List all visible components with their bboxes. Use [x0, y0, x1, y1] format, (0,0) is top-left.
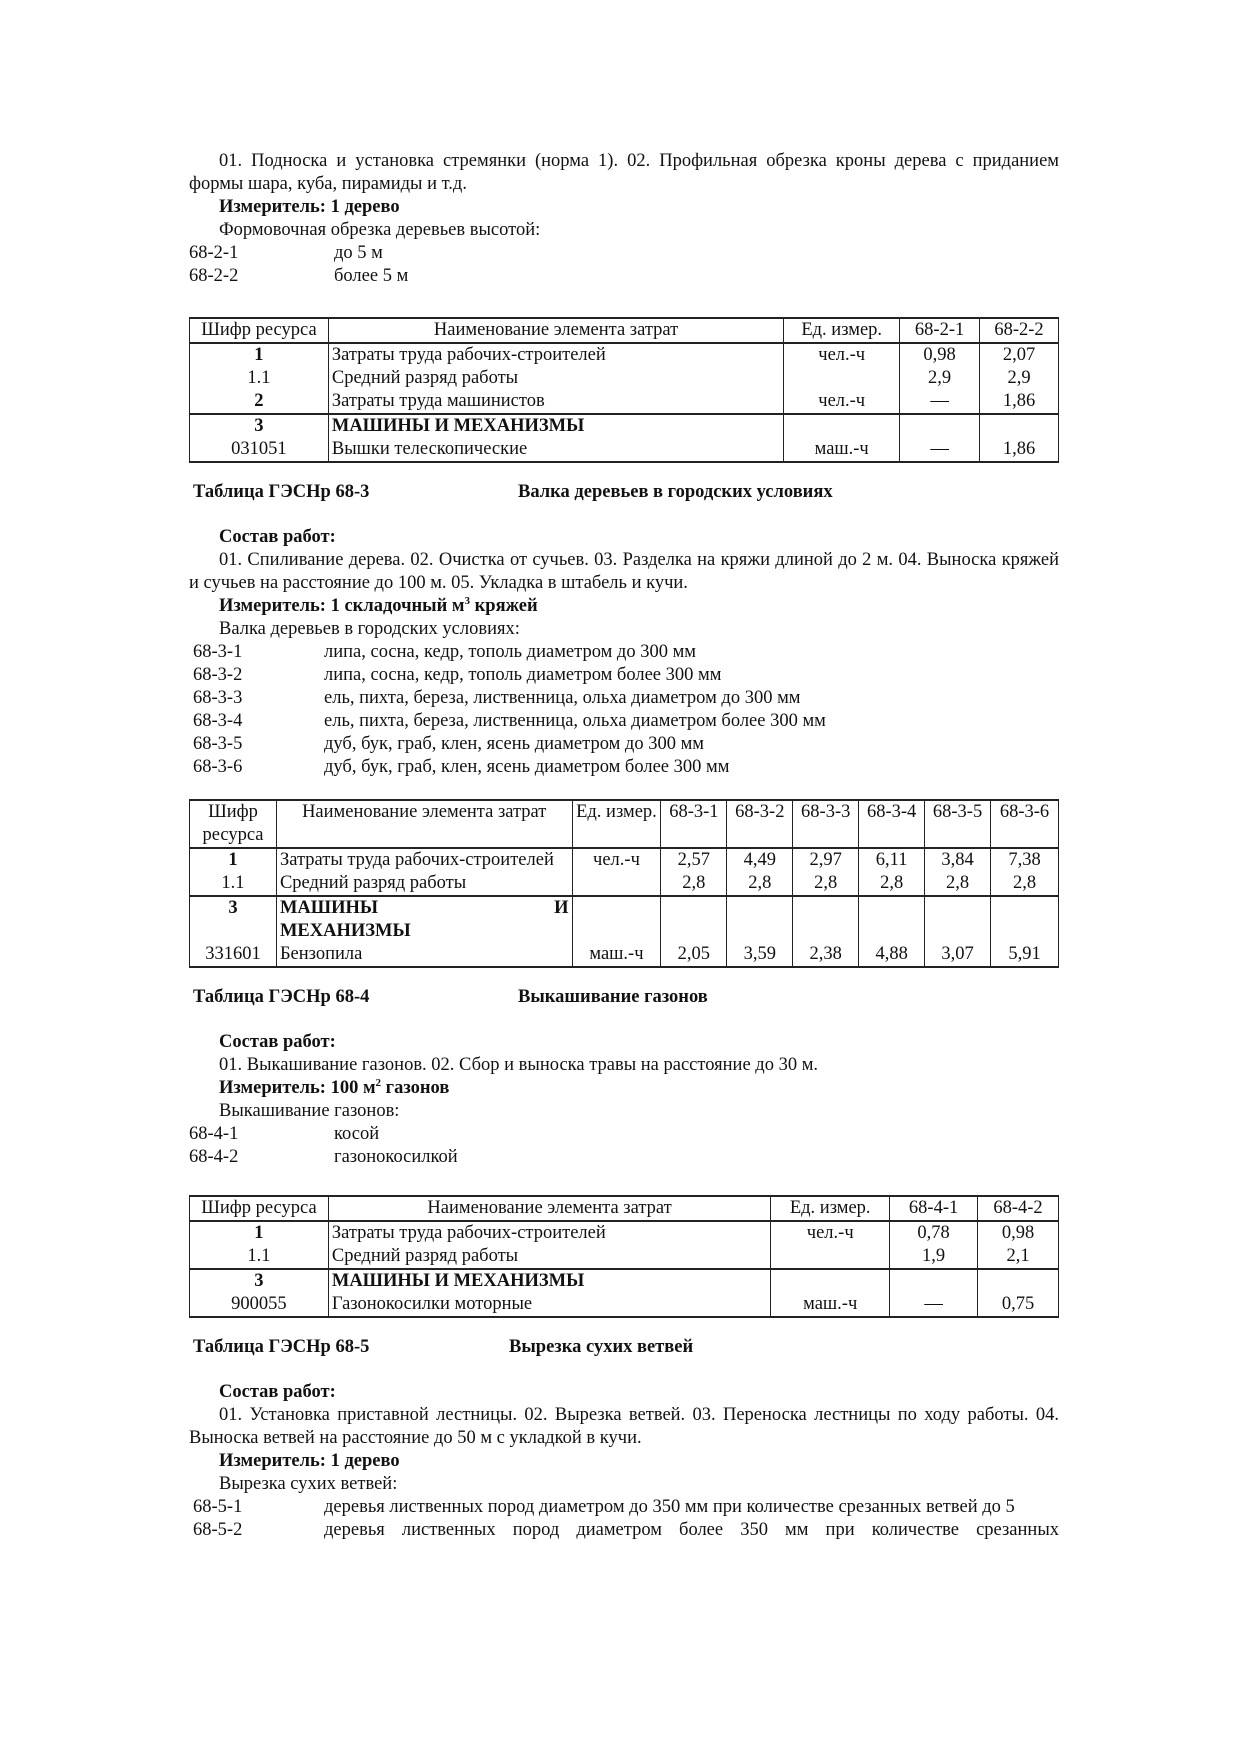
- value: —: [900, 390, 980, 414]
- value: 1,86: [980, 438, 1059, 462]
- value: 2,9: [980, 367, 1059, 390]
- col-header: Наименование элемента затрат: [328, 1196, 770, 1221]
- norm-code: 68-3-3: [193, 688, 243, 708]
- unit: чел.-ч: [784, 390, 900, 414]
- resource-code: 031051: [190, 438, 329, 462]
- value: 0,98: [900, 343, 980, 367]
- norm-desc: ель, пихта, береза, лиственница, ольха диаметром до 300 мм: [324, 688, 801, 708]
- norm-item: [189, 756, 1059, 779]
- resource-name: МАШИНЫ И МЕХАНИЗМЫ: [328, 414, 783, 438]
- value: 5,91: [991, 943, 1059, 967]
- col-header: Ед. измер.: [784, 318, 900, 343]
- value: 2,57: [661, 848, 727, 872]
- col-header: 68-3-5: [925, 800, 991, 848]
- norm-desc: деревья лиственных пород диаметром до 350 мм при количестве срезанных ветвей до 5: [324, 1497, 1015, 1517]
- table-label: Таблица ГЭСНр 68-5: [193, 1337, 370, 1357]
- value: [661, 896, 727, 943]
- value: 3,84: [925, 848, 991, 872]
- measure-unit: Измеритель: 1 дерево: [219, 1451, 400, 1471]
- table-row: [190, 1221, 1059, 1245]
- unit: маш.-ч: [771, 1293, 890, 1317]
- table-row: [190, 1245, 1059, 1269]
- norm-item: [189, 242, 1059, 265]
- norm-item: [189, 1496, 1059, 1519]
- norm-code: 68-5-2: [193, 1520, 243, 1540]
- value: 2,8: [925, 872, 991, 896]
- table-row: [190, 414, 1059, 438]
- work-composition-text: 01. Установка приставной лестницы. 02. Вырезка ветвей. 03. Переноска лестницы по ходу работы. 04. Выноска ветвей на расстояние до 50 м с укладкой в кучи.: [189, 1405, 1059, 1448]
- table-row: [190, 848, 1059, 872]
- norm-desc: липа, сосна, кедр, тополь диаметром до 300 мм: [324, 642, 696, 662]
- measure-unit: Измеритель: 1 дерево: [219, 197, 400, 217]
- resource-name: Затраты труда рабочих-строителей: [328, 1221, 770, 1245]
- value: 2,05: [661, 943, 727, 967]
- norm-code: 68-5-1: [193, 1497, 243, 1517]
- value: 2,07: [980, 343, 1059, 367]
- col-header: 68-2-1: [900, 318, 980, 343]
- resource-table-68-2: [189, 317, 1059, 463]
- resource-code: 1.1: [190, 872, 277, 896]
- resource-name: [276, 896, 572, 943]
- norm-code: 68-2-1: [189, 243, 239, 263]
- value: [925, 896, 991, 943]
- norm-code: 68-2-2: [189, 266, 239, 286]
- unit: маш.-ч: [784, 438, 900, 462]
- value: [890, 1269, 978, 1293]
- resource-code: 1.1: [190, 367, 329, 390]
- resource-name: Затраты труда рабочих-строителей: [328, 343, 783, 367]
- resource-code: 1: [190, 848, 277, 872]
- col-header: Наименование элемента затрат: [328, 318, 783, 343]
- items-intro: Валка деревьев в городских условиях:: [219, 619, 520, 639]
- value: [727, 896, 793, 943]
- resource-table-68-4: [189, 1195, 1059, 1318]
- col-header: 68-3-6: [991, 800, 1059, 848]
- section-title: [189, 986, 1059, 1009]
- norm-desc: дуб, бук, граб, клен, ясень диаметром более 300 мм: [324, 757, 730, 777]
- norm-code: 68-3-6: [193, 757, 243, 777]
- value: 2,97: [793, 848, 859, 872]
- value: 2,8: [991, 872, 1059, 896]
- value: 4,49: [727, 848, 793, 872]
- table-row: [190, 1293, 1059, 1317]
- resource-code: 3: [190, 896, 277, 943]
- document-page: [189, 150, 1059, 1542]
- resource-code: 1: [190, 343, 329, 367]
- table-row: [190, 438, 1059, 462]
- resource-table-68-3: [189, 799, 1059, 968]
- unit: маш.-ч: [572, 943, 661, 967]
- items-intro: Формовочная обрезка деревьев высотой:: [219, 220, 541, 240]
- items-intro: Вырезка сухих ветвей:: [219, 1474, 398, 1494]
- unit: [784, 414, 900, 438]
- measure-unit: [189, 595, 1059, 618]
- col-header: 68-3-4: [859, 800, 925, 848]
- table-title: Выкашивание газонов: [518, 987, 708, 1007]
- resource-code: 1.1: [190, 1245, 329, 1269]
- composition-label: Состав работ:: [219, 527, 336, 547]
- table-header-row: [190, 1196, 1059, 1221]
- table-title: Валка деревьев в городских условиях: [518, 482, 833, 502]
- value: 2,8: [859, 872, 925, 896]
- table-row: [190, 1269, 1059, 1293]
- value: 2,8: [727, 872, 793, 896]
- table-row: [190, 343, 1059, 367]
- measure-sup: 3: [464, 594, 470, 607]
- table-row: [190, 390, 1059, 414]
- col-header: 68-3-1: [661, 800, 727, 848]
- norm-item: [189, 1123, 1059, 1146]
- resource-name: [276, 848, 572, 872]
- value: 2,38: [793, 943, 859, 967]
- resource-code: 3: [190, 414, 329, 438]
- norm-desc: газонокосилкой: [334, 1147, 458, 1167]
- unit: чел.-ч: [572, 848, 661, 872]
- col-header: Шифр ресурса: [190, 318, 329, 343]
- unit: чел.-ч: [771, 1221, 890, 1245]
- norm-item: [189, 1519, 1059, 1542]
- unit: чел.-ч: [784, 343, 900, 367]
- resource-name: МАШИНЫ И МЕХАНИЗМЫ: [328, 1269, 770, 1293]
- value: —: [900, 438, 980, 462]
- work-composition-text: 01. Выкашивание газонов. 02. Сбор и выноска травы на расстояние до 30 м.: [219, 1055, 819, 1075]
- composition-label: Состав работ:: [219, 1032, 336, 1052]
- resource-code: 331601: [190, 943, 277, 967]
- value: 4,88: [859, 943, 925, 967]
- norm-item: [189, 664, 1059, 687]
- resource-code: 2: [190, 390, 329, 414]
- value: [859, 896, 925, 943]
- resource-code: 3: [190, 1269, 329, 1293]
- table-row: [190, 872, 1059, 896]
- norm-desc: деревья лиственных пород диаметром более 350 мм при количестве срезанных: [324, 1520, 1059, 1540]
- value: 6,11: [859, 848, 925, 872]
- resource-name: Газонокосилки моторные: [328, 1293, 770, 1317]
- norm-desc: до 5 м: [334, 243, 383, 263]
- table-row: [190, 943, 1059, 967]
- col-header: 68-4-1: [890, 1196, 978, 1221]
- value: 3,07: [925, 943, 991, 967]
- value: 1,9: [890, 1245, 978, 1269]
- section-title: [189, 1336, 1059, 1359]
- col-header: 68-2-2: [980, 318, 1059, 343]
- norm-item: [189, 265, 1059, 288]
- col-header: Наименование элемента затрат: [276, 800, 572, 848]
- value: 7,38: [991, 848, 1059, 872]
- resource-name: Средний разряд работы: [276, 872, 572, 896]
- value: [980, 414, 1059, 438]
- resource-name-text: МАШИНЫ И МЕХАНИЗМЫ: [279, 898, 569, 941]
- unit: [572, 872, 661, 896]
- value: 2,1: [978, 1245, 1059, 1269]
- items-intro: Выкашивание газонов:: [219, 1101, 400, 1121]
- norm-code: 68-4-2: [189, 1147, 239, 1167]
- section-title: [189, 481, 1059, 504]
- col-header: 68-4-2: [978, 1196, 1059, 1221]
- resource-name-text: Затраты труда рабочих-строителей: [279, 850, 554, 870]
- norm-desc: дуб, бук, граб, клен, ясень диаметром до 300 мм: [324, 734, 704, 754]
- norm-desc: более 5 м: [334, 266, 409, 286]
- value: 0,98: [978, 1221, 1059, 1245]
- measure-prefix: Измеритель: 100 м: [219, 1078, 376, 1098]
- table-header-row: [190, 318, 1059, 343]
- table-row: [190, 896, 1059, 943]
- col-header: Ед. измер.: [572, 800, 661, 848]
- table-title: Вырезка сухих ветвей: [509, 1337, 694, 1357]
- resource-name: Бензопила: [276, 943, 572, 967]
- norm-code: 68-3-1: [193, 642, 243, 662]
- value: [900, 414, 980, 438]
- measure-prefix: Измеритель: 1 складочный м: [219, 596, 465, 616]
- resource-name: Затраты труда машинистов: [328, 390, 783, 414]
- norm-item: [189, 641, 1059, 664]
- norm-code: 68-3-4: [193, 711, 243, 731]
- composition-label: Состав работ:: [219, 1382, 336, 1402]
- resource-code: 900055: [190, 1293, 329, 1317]
- norm-desc: ель, пихта, береза, лиственница, ольха диаметром более 300 мм: [324, 711, 826, 731]
- work-composition-text: 01. Подноска и установка стремянки (норма 1). 02. Профильная обрезка кроны дерева с приданием формы шара, куба, пирамиды и т.д.: [189, 151, 1059, 194]
- table-label: Таблица ГЭСНр 68-4: [193, 987, 370, 1007]
- measure-unit: [189, 1077, 1059, 1100]
- measure-suffix: газонов: [381, 1078, 450, 1098]
- value: 0,75: [978, 1293, 1059, 1317]
- value: [793, 896, 859, 943]
- norm-item: [189, 1146, 1059, 1169]
- table-label: Таблица ГЭСНр 68-3: [193, 482, 370, 502]
- norm-item: [189, 733, 1059, 756]
- measure-sup: 2: [375, 1076, 382, 1089]
- value: 1,86: [980, 390, 1059, 414]
- value: 2,8: [661, 872, 727, 896]
- table-header-row: [190, 800, 1059, 848]
- norm-item: [189, 710, 1059, 733]
- col-header: 68-3-2: [727, 800, 793, 848]
- norm-item: [189, 687, 1059, 710]
- value: —: [890, 1293, 978, 1317]
- value: 2,9: [900, 367, 980, 390]
- measure-suffix: кряжей: [470, 596, 538, 616]
- norm-code: 68-3-5: [193, 734, 243, 754]
- resource-name: Средний разряд работы: [328, 1245, 770, 1269]
- norm-code: 68-3-2: [193, 665, 243, 685]
- table-row: [190, 367, 1059, 390]
- resource-code: 1: [190, 1221, 329, 1245]
- unit: [784, 367, 900, 390]
- col-header: Ед. измер.: [771, 1196, 890, 1221]
- work-composition-text: 01. Спиливание дерева. 02. Очистка от сучьев. 03. Разделка на кряжи длиной до 2 м. 04. Выноска кряжей и сучьев на расстояние до 100 м. 05. Укладка в штабель и кучи.: [189, 550, 1059, 593]
- value: [978, 1269, 1059, 1293]
- value: 3,59: [727, 943, 793, 967]
- norm-desc: косой: [334, 1124, 380, 1144]
- resource-name: Вышки телескопические: [328, 438, 783, 462]
- value: 0,78: [890, 1221, 978, 1245]
- col-header: Шифр ресурса: [190, 800, 277, 848]
- col-header: 68-3-3: [793, 800, 859, 848]
- unit: [771, 1269, 890, 1293]
- col-header: Шифр ресурса: [190, 1196, 329, 1221]
- norm-code: 68-4-1: [189, 1124, 239, 1144]
- norm-desc: липа, сосна, кедр, тополь диаметром более 300 мм: [324, 665, 722, 685]
- unit: [771, 1245, 890, 1269]
- value: 2,8: [793, 872, 859, 896]
- resource-name: Средний разряд работы: [328, 367, 783, 390]
- value: [991, 896, 1059, 943]
- unit: [572, 896, 661, 943]
